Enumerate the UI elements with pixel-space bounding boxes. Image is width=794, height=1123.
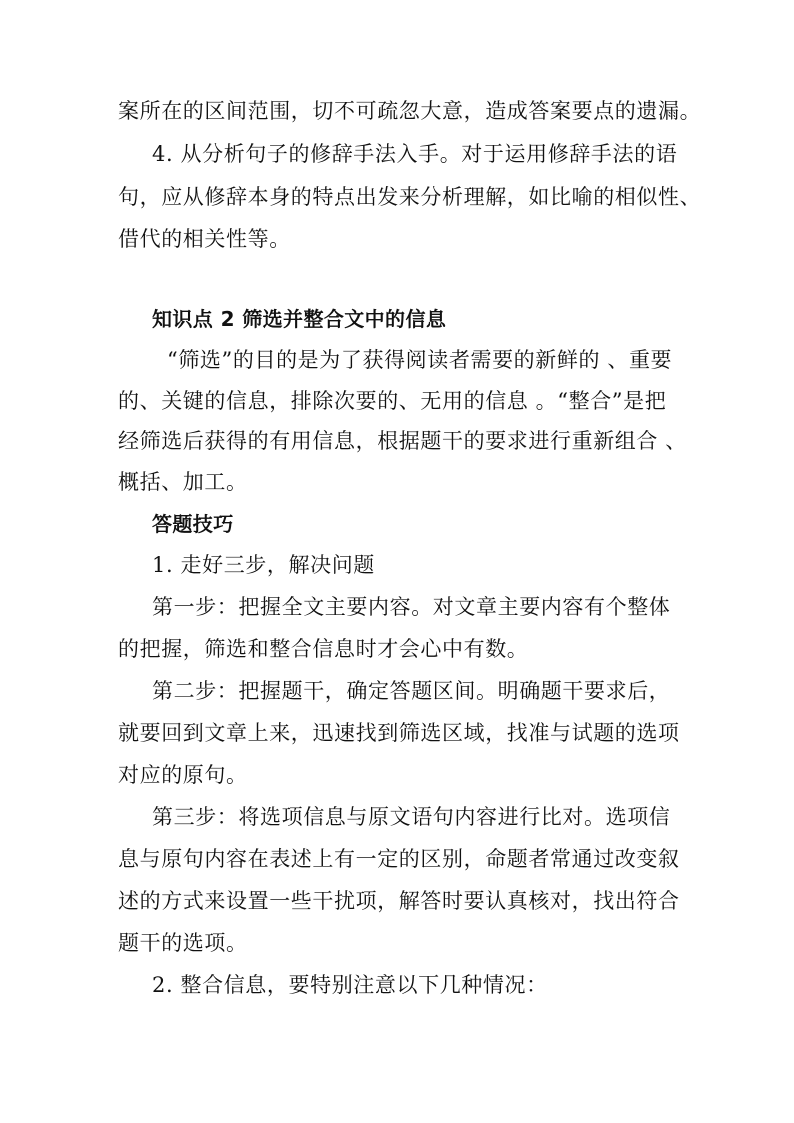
text-line-20: 题干的选项。	[118, 931, 248, 955]
text-line-16: 对应的原句。	[118, 763, 248, 787]
section-heading-knowledge-point-2: 知识点 2 筛选并整合文中的信息	[152, 307, 447, 331]
text-line-9: 概括、加工。	[118, 470, 248, 494]
text-line-19: 述的方式来设置一些干扰项，解答时要认真核对，找出符合	[118, 889, 680, 913]
text-line-4: 借代的相关性等。	[118, 227, 291, 251]
text-line-1: 案所在的区间范围，切不可疏忽大意，造成答案要点的遗漏。	[118, 99, 702, 123]
text-line-8: 经筛选后获得的有用信息，根据题干的要求进行重新组合 、	[118, 429, 687, 453]
text-line-12: 第一步：把握全文主要内容。对文章主要内容有个整体	[152, 595, 671, 619]
text-line-2: 4. 从分析句子的修辞手法入手。对于运用修辞手法的语	[152, 142, 678, 166]
text-line-17: 第三步：将选项信息与原文语句内容进行比对。选项信	[152, 805, 671, 829]
text-line-3: 句，应从修辞本身的特点出发来分析理解，如比喻的相似性、	[118, 185, 702, 209]
subheading-answer-skills: 答题技巧	[152, 512, 234, 536]
text-line-21: 2. 整合信息，要特别注意以下几种情况：	[152, 973, 548, 997]
text-line-6: “筛选”的目的是为了获得阅读者需要的新鲜的 、重要	[167, 348, 673, 372]
text-line-14: 第二步：把握题干，确定答题区间。明确题干要求后，	[152, 679, 671, 703]
text-line-11: 1. 走好三步，解决问题	[152, 553, 375, 577]
text-line-7: 的、关键的信息，排除次要的、无用的信息 。“整合”是把	[118, 389, 667, 413]
text-line-18: 息与原句内容在表述上有一定的区别，命题者常通过改变叙	[118, 847, 680, 871]
text-line-13: 的把握，筛选和整合信息时才会心中有数。	[118, 637, 529, 661]
text-line-15: 就要回到文章上来，迅速找到筛选区域，找准与试题的选项	[118, 721, 680, 745]
